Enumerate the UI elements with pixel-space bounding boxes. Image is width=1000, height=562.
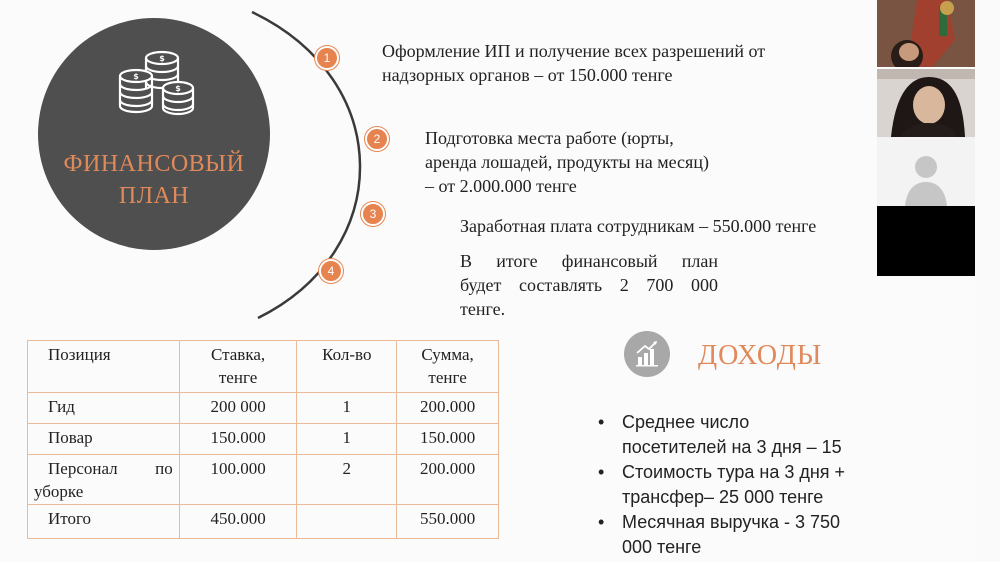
header-sum — [397, 341, 499, 393]
table-row — [28, 424, 499, 455]
bullet-2-line1: Стоимость тура на 3 дня + — [622, 462, 846, 482]
header-position: Позиция — [28, 341, 180, 393]
window-edge — [975, 0, 1000, 562]
table-row — [28, 393, 499, 424]
cell-sum: 550.000 — [397, 505, 499, 539]
growth-chart-icon — [624, 331, 670, 377]
cell-rate: 450.000 — [179, 505, 297, 539]
step-3-text — [460, 214, 816, 238]
header-rate-line1: Ставка, — [211, 345, 266, 364]
bullet-symbol: • — [598, 412, 605, 432]
circle-title-line1: ФИНАНСОВЫЙ — [63, 151, 245, 177]
step-4-badge: 4 — [319, 259, 343, 283]
svg-text:$: $ — [159, 54, 165, 63]
income-title: ДОХОДЫ — [698, 340, 823, 371]
header-qty: Кол-во — [297, 341, 397, 393]
costs-table — [27, 340, 499, 539]
cell-rate: 150.000 — [179, 424, 297, 455]
user-avatar-icon — [877, 137, 975, 206]
table-row — [28, 455, 499, 505]
list-item — [596, 410, 916, 460]
video-frame-1 — [877, 0, 975, 67]
step-2-text — [425, 126, 709, 198]
cell-position — [28, 455, 180, 505]
table-row — [28, 505, 499, 539]
cell-position-line1: Персонал по — [48, 459, 173, 478]
cell-position: Повар — [28, 424, 180, 455]
bullet-symbol: • — [598, 462, 605, 482]
cell-rate: 100.000 — [179, 455, 297, 505]
bullet-3-line2: 000 тенге — [622, 537, 702, 557]
cell-position-line2: уборке — [34, 482, 84, 501]
step-2-badge: 2 — [365, 127, 389, 151]
list-item — [596, 460, 916, 510]
step-1-badge: 1 — [315, 46, 339, 70]
header-rate-line2: тенге — [218, 368, 258, 387]
step-2-line1: Подготовка места работе (юрты, — [425, 128, 674, 148]
participant-video-2[interactable] — [877, 69, 975, 137]
step-4-line1: В итоге финансовый план — [460, 251, 718, 271]
step-1-line1: Оформление ИП и получение всех разрешений от — [382, 41, 766, 61]
video-frame-2 — [877, 69, 975, 137]
participant-video-4[interactable] — [877, 206, 975, 276]
step-3-line1: Заработная плата сотрудникам – 550.000 тенге — [460, 216, 817, 236]
income-bullets — [596, 410, 916, 560]
svg-text:$: $ — [175, 84, 181, 93]
table-header-row — [28, 341, 499, 393]
cell-sum: 200.000 — [397, 455, 499, 505]
header-sum-line2: тенге — [428, 368, 467, 387]
cell-qty — [297, 505, 397, 539]
header-sum-line1: Сумма, — [421, 345, 474, 364]
step-4-text — [460, 249, 718, 321]
cell-sum: 150.000 — [397, 424, 499, 455]
cell-qty: 1 — [297, 424, 397, 455]
bullet-1-line1: Среднее число — [622, 412, 750, 432]
participant-video-1[interactable] — [877, 0, 975, 67]
step-3-badge: 3 — [361, 202, 385, 226]
cell-sum: 200.000 — [397, 393, 499, 424]
step-1-line2: надзорных органов – от 150.000 тенге — [382, 65, 673, 85]
circle-title-line2: ПЛАН — [118, 183, 190, 209]
svg-text:$: $ — [133, 72, 139, 81]
list-item — [596, 510, 916, 560]
cell-qty: 2 — [297, 455, 397, 505]
bullet-symbol: • — [598, 512, 605, 532]
cell-position: Итого — [28, 505, 180, 539]
bullet-1-line2: посетителей на 3 дня – 15 — [622, 437, 842, 457]
header-rate — [179, 341, 297, 393]
timeline-arc — [0, 0, 420, 330]
step-2-line2: аренда лошадей, продукты на месяц) — [425, 152, 709, 172]
step-4-line3: тенге. — [460, 299, 506, 319]
step-1-text — [382, 39, 765, 87]
step-2-line3: – от 2.000.000 тенге — [425, 176, 577, 196]
step-4-line2: будет составлять 2 700 000 — [460, 275, 718, 295]
cell-position: Гид — [28, 393, 180, 424]
cell-qty: 1 — [297, 393, 397, 424]
bullet-2-line2: трансфер– 25 000 тенге — [622, 487, 824, 507]
participant-avatar-placeholder[interactable] — [877, 137, 975, 206]
bullet-3-line1: Месячная выручка - 3 750 — [622, 512, 841, 532]
cell-rate: 200 000 — [179, 393, 297, 424]
